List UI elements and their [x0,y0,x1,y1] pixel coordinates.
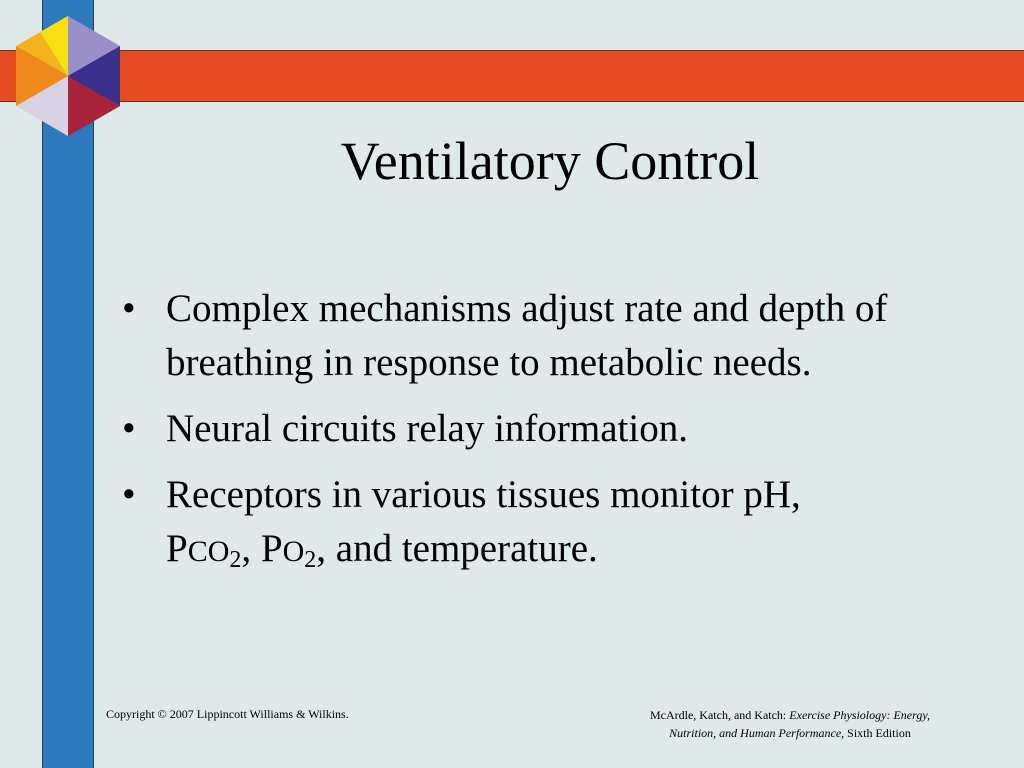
citation-book-title-line2: Nutrition, and Human Performance, [669,726,845,740]
bullet-text: Receptors in various tissues monitor pH, [166,473,801,516]
bullet-marker: • [122,473,136,516]
bullet-marker: • [122,407,136,450]
slide-title: Ventilatory Control [340,131,760,191]
bullet-text: Neural circuits relay information. [166,407,688,450]
cube-logo-icon [10,14,126,140]
orange-header-band [0,50,1024,102]
po2-p: P [260,527,283,570]
bullet-text-end: , and temperature. [316,527,598,570]
separator: , [241,527,261,570]
copyright-footer: Copyright © 2007 Lippincott Williams & Wilkins. [106,707,349,721]
bullet-item [120,468,980,579]
citation-footer [560,706,1020,742]
bullet-text: Complex mechanisms adjust rate and depth of breathing in response to metabolic needs. [166,287,888,384]
po2-o: O [282,535,305,568]
citation-authors: McArdle, Katch, and Katch: [649,708,790,722]
bullet-item [120,402,980,456]
pco2-p: P [166,527,188,570]
bullet-item [120,282,980,390]
bullet-list [120,282,980,591]
citation-edition: Sixth Edition [844,726,911,740]
bullet-marker: • [122,287,136,330]
citation-book-title-line1: Exercise Physiology: Energy, [789,708,931,722]
pco2-subscript: 2 [229,547,242,573]
po2-subscript: 2 [304,547,317,573]
pco2-co: CO [187,535,230,568]
